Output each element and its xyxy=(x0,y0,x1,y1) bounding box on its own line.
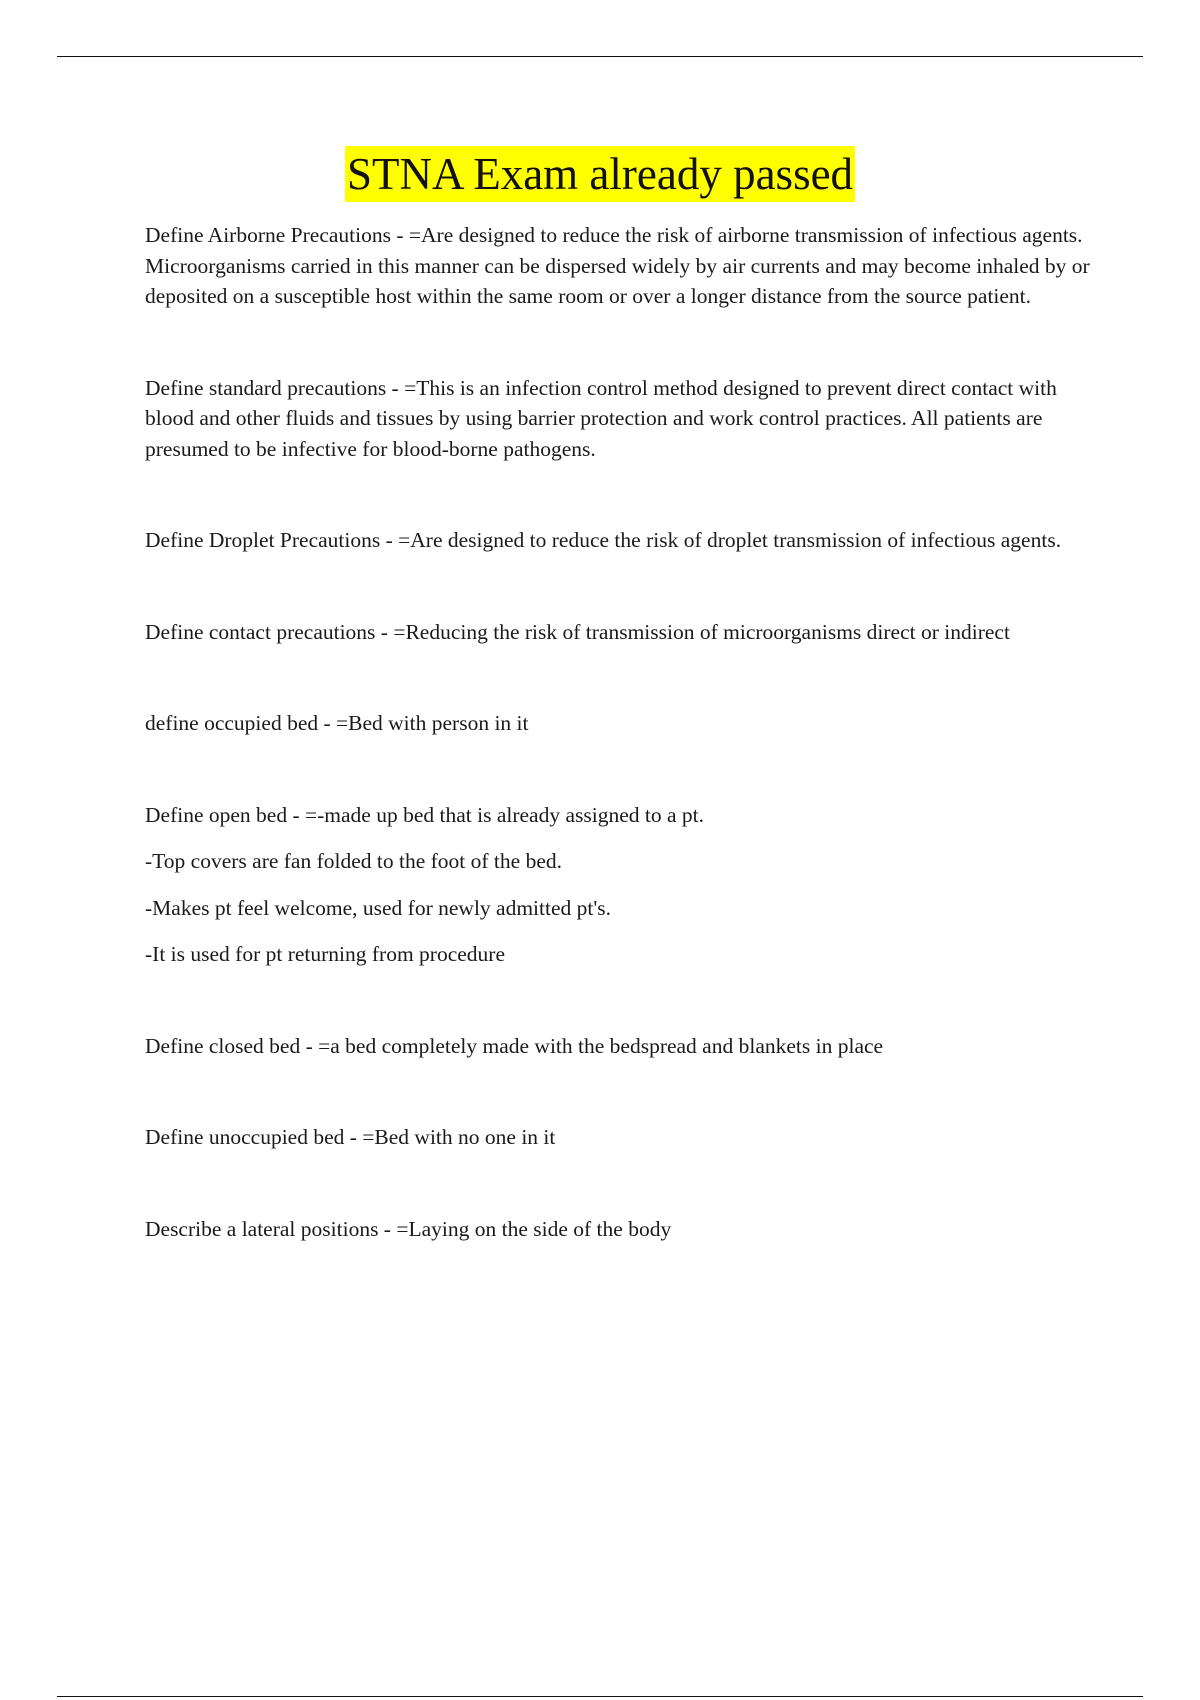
droplet-precautions-paragraph: Define Droplet Precautions - =Are designed to reduce the risk of droplet transmission of infectious agents. xyxy=(145,528,1062,552)
occupied-bed-paragraph: define occupied bed - =Bed with person in it xyxy=(145,711,529,735)
document-body xyxy=(145,220,1095,1244)
open-bed-detail-3: -It is used for pt returning from procedure xyxy=(145,942,506,966)
standard-precautions-paragraph: Define standard precautions - =This is an infection control method designed to prevent direct contact with blood and other fluids and tissues by using barrier protection and work control practices. All patients are presumed to be infective for blood-borne pathogens. xyxy=(145,375,1057,461)
lateral-position-paragraph: Describe a lateral positions - =Laying on the side of the body xyxy=(145,1216,672,1241)
document-title: STNA Exam already passed xyxy=(345,146,855,202)
contact-precautions-paragraph: Define contact precautions - =Reducing the risk of transmission of microorganisms direct or indirect xyxy=(145,619,1010,644)
open-bed-detail-1: -Top covers are fan folded to the foot of the bed. xyxy=(145,849,562,873)
open-bed-detail-2: -Makes pt feel welcome, used for newly admitted pt's. xyxy=(145,895,611,920)
open-bed-paragraph: Define open bed - =-made up bed that is already assigned to a pt. xyxy=(145,802,704,827)
closed-bed-paragraph: Define closed bed - =a bed completely made with the bedspread and blankets in place xyxy=(145,1033,884,1058)
bottom-rule xyxy=(57,1696,1143,1697)
unoccupied-bed-paragraph: Define unoccupied bed - =Bed with no one in it xyxy=(145,1125,556,1149)
airborne-precautions-paragraph: Define Airborne Precautions - =Are designed to reduce the risk of airborne transmission of infectious agents. Microorganisms carried in this manner can be dispersed widely by air currents and may become inhaled by or deposited on a susceptible host within the same room or over a longer distance from the source patient. xyxy=(145,223,1090,308)
title-container xyxy=(0,146,1200,202)
top-rule xyxy=(57,56,1143,57)
